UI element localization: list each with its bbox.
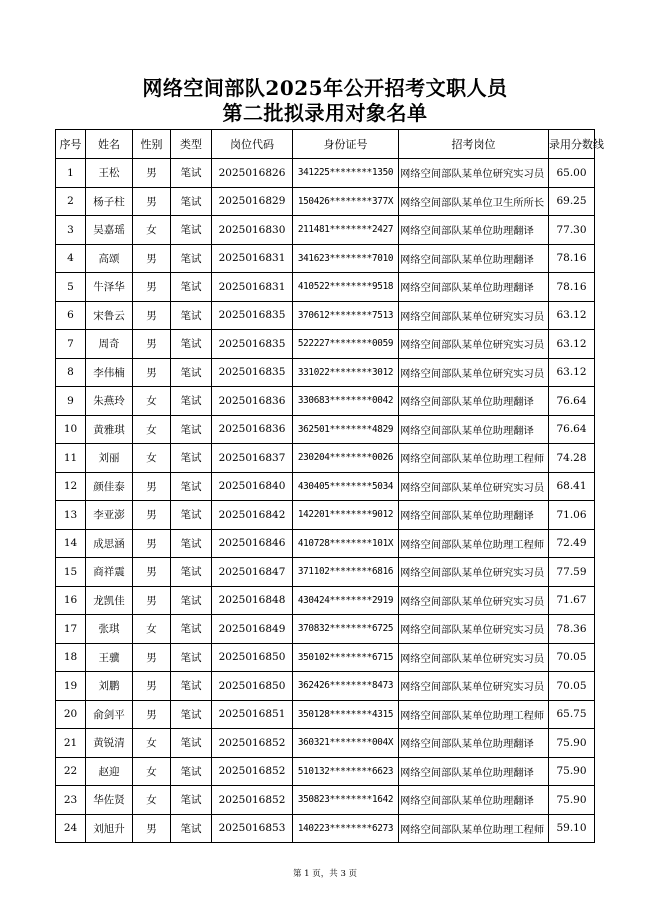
table-row	[56, 159, 595, 188]
id-number-cell: 362501********4829	[293, 415, 399, 444]
position-code-cell: 2025016852	[212, 757, 293, 786]
page-footer: 第 1 页，共 3 页	[292, 869, 358, 879]
position-code-cell: 2025016836	[212, 387, 293, 416]
gender-cell: 男	[133, 558, 171, 587]
seq-cell: 12	[56, 472, 86, 501]
gender-cell: 女	[133, 786, 171, 815]
id-number-cell: 430424********2919	[293, 586, 399, 615]
position-cell: 网络空间部队某单位助理工程师	[399, 529, 549, 558]
gender-cell: 女	[133, 387, 171, 416]
score-cell: 75.90	[549, 757, 595, 786]
seq-cell: 19	[56, 672, 86, 701]
seq-cell: 6	[56, 301, 86, 330]
position-code-cell: 2025016847	[212, 558, 293, 587]
candidate-table	[55, 129, 604, 843]
type-cell: 笔试	[171, 786, 212, 815]
gender-cell: 男	[133, 501, 171, 530]
name-cell: 赵迎	[86, 757, 133, 786]
score-cell: 63.12	[549, 330, 595, 359]
type-cell: 笔试	[171, 159, 212, 188]
table-row	[56, 586, 595, 615]
seq-cell: 23	[56, 786, 86, 815]
score-cell: 75.90	[549, 729, 595, 758]
seq-cell: 8	[56, 358, 86, 387]
header-id-number: 身份证号	[293, 130, 399, 159]
id-number-cell: 330683********0042	[293, 387, 399, 416]
position-cell: 网络空间部队某单位助理翻译	[399, 501, 549, 530]
position-cell: 网络空间部队某单位研究实习员	[399, 301, 549, 330]
gender-cell: 男	[133, 273, 171, 302]
type-cell: 笔试	[171, 814, 212, 843]
table-row	[56, 814, 595, 843]
position-code-cell: 2025016852	[212, 786, 293, 815]
id-number-cell: 522227********0059	[293, 330, 399, 359]
seq-cell: 9	[56, 387, 86, 416]
position-cell: 网络空间部队某单位研究实习员	[399, 472, 549, 501]
table-row	[56, 672, 595, 701]
position-code-cell: 2025016852	[212, 729, 293, 758]
name-cell: 朱燕玲	[86, 387, 133, 416]
position-cell: 网络空间部队某单位助理工程师	[399, 814, 549, 843]
gender-cell: 男	[133, 358, 171, 387]
table-row	[56, 187, 595, 216]
position-code-cell: 2025016853	[212, 814, 293, 843]
gender-cell: 男	[133, 159, 171, 188]
id-number-cell: 410522********9518	[293, 273, 399, 302]
gender-cell: 男	[133, 643, 171, 672]
type-cell: 笔试	[171, 757, 212, 786]
name-cell: 张琪	[86, 615, 133, 644]
gender-cell: 男	[133, 330, 171, 359]
position-code-cell: 2025016835	[212, 358, 293, 387]
type-cell: 笔试	[171, 672, 212, 701]
score-cell: 77.59	[549, 558, 595, 587]
id-number-cell: 371102********6816	[293, 558, 399, 587]
name-cell: 刘旭升	[86, 814, 133, 843]
position-cell: 网络空间部队某单位助理翻译	[399, 415, 549, 444]
gender-cell: 男	[133, 814, 171, 843]
score-cell: 76.64	[549, 387, 595, 416]
position-code-cell: 2025016829	[212, 187, 293, 216]
table-header-row	[56, 130, 595, 159]
table-row	[56, 558, 595, 587]
score-cell: 70.05	[549, 643, 595, 672]
name-cell: 周奇	[86, 330, 133, 359]
position-code-cell: 2025016835	[212, 330, 293, 359]
position-cell: 网络空间部队某单位研究实习员	[399, 615, 549, 644]
header-position-code: 岗位代码	[212, 130, 293, 159]
seq-cell: 3	[56, 216, 86, 245]
type-cell: 笔试	[171, 558, 212, 587]
score-cell: 78.36	[549, 615, 595, 644]
position-code-cell: 2025016846	[212, 529, 293, 558]
score-cell: 71.67	[549, 586, 595, 615]
position-cell: 网络空间部队某单位助理工程师	[399, 700, 549, 729]
score-cell: 74.28	[549, 444, 595, 473]
name-cell: 商祥震	[86, 558, 133, 587]
gender-cell: 男	[133, 529, 171, 558]
name-cell: 牛泽华	[86, 273, 133, 302]
name-cell: 王松	[86, 159, 133, 188]
name-cell: 王骥	[86, 643, 133, 672]
table-row	[56, 700, 595, 729]
gender-cell: 男	[133, 700, 171, 729]
seq-cell: 16	[56, 586, 86, 615]
name-cell: 颜佳泰	[86, 472, 133, 501]
id-number-cell: 350128********4315	[293, 700, 399, 729]
table-row	[56, 244, 595, 273]
header-score-line: 录用分数线	[549, 130, 595, 159]
position-code-cell: 2025016831	[212, 273, 293, 302]
id-number-cell: 370832********6725	[293, 615, 399, 644]
table-row	[56, 415, 595, 444]
seq-cell: 21	[56, 729, 86, 758]
table-row	[56, 729, 595, 758]
position-code-cell: 2025016849	[212, 615, 293, 644]
score-cell: 59.10	[549, 814, 595, 843]
document-subtitle: 第二批拟录用对象名单	[222, 101, 428, 125]
score-cell: 71.06	[549, 501, 595, 530]
id-number-cell: 142201********9012	[293, 501, 399, 530]
position-cell: 网络空间部队某单位研究实习员	[399, 643, 549, 672]
name-cell: 龙凯佳	[86, 586, 133, 615]
name-cell: 杨子柱	[86, 187, 133, 216]
position-cell: 网络空间部队某单位研究实习员	[399, 330, 549, 359]
gender-cell: 男	[133, 244, 171, 273]
position-code-cell: 2025016842	[212, 501, 293, 530]
position-cell: 网络空间部队某单位助理翻译	[399, 387, 549, 416]
gender-cell: 女	[133, 415, 171, 444]
position-cell: 网络空间部队某单位助理翻译	[399, 273, 549, 302]
name-cell: 黄锐清	[86, 729, 133, 758]
seq-cell: 17	[56, 615, 86, 644]
header-position: 招考岗位	[399, 130, 549, 159]
type-cell: 笔试	[171, 586, 212, 615]
type-cell: 笔试	[171, 472, 212, 501]
type-cell: 笔试	[171, 444, 212, 473]
gender-cell: 女	[133, 216, 171, 245]
type-cell: 笔试	[171, 700, 212, 729]
type-cell: 笔试	[171, 643, 212, 672]
gender-cell: 男	[133, 301, 171, 330]
name-cell: 刘鹏	[86, 672, 133, 701]
document-title: 网络空间部队2025年公开招考文职人员	[142, 76, 508, 100]
name-cell: 华佐贤	[86, 786, 133, 815]
id-number-cell: 350102********6715	[293, 643, 399, 672]
header-name: 姓名	[86, 130, 133, 159]
gender-cell: 男	[133, 586, 171, 615]
table-row	[56, 358, 595, 387]
gender-cell: 男	[133, 672, 171, 701]
type-cell: 笔试	[171, 387, 212, 416]
score-cell: 63.12	[549, 301, 595, 330]
id-number-cell: 350823********1642	[293, 786, 399, 815]
score-cell: 78.16	[549, 244, 595, 273]
table-row	[56, 529, 595, 558]
position-cell: 网络空间部队某单位助理翻译	[399, 729, 549, 758]
score-cell: 78.16	[549, 273, 595, 302]
table-row	[56, 387, 595, 416]
header-seq: 序号	[56, 130, 86, 159]
score-cell: 76.64	[549, 415, 595, 444]
seq-cell: 13	[56, 501, 86, 530]
position-code-cell: 2025016850	[212, 672, 293, 701]
score-cell: 68.41	[549, 472, 595, 501]
id-number-cell: 150426********377X	[293, 187, 399, 216]
table-row	[56, 757, 595, 786]
table-row	[56, 501, 595, 530]
seq-cell: 1	[56, 159, 86, 188]
id-number-cell: 341225********1350	[293, 159, 399, 188]
position-code-cell: 2025016831	[212, 244, 293, 273]
score-cell: 63.12	[549, 358, 595, 387]
gender-cell: 男	[133, 187, 171, 216]
seq-cell: 18	[56, 643, 86, 672]
type-cell: 笔试	[171, 301, 212, 330]
table-row	[56, 330, 595, 359]
seq-cell: 24	[56, 814, 86, 843]
name-cell: 成思涵	[86, 529, 133, 558]
id-number-cell: 140223********6273	[293, 814, 399, 843]
type-cell: 笔试	[171, 244, 212, 273]
table-row	[56, 444, 595, 473]
table-row	[56, 786, 595, 815]
type-cell: 笔试	[171, 729, 212, 758]
id-number-cell: 341623********7010	[293, 244, 399, 273]
seq-cell: 10	[56, 415, 86, 444]
gender-cell: 男	[133, 472, 171, 501]
name-cell: 李亚澎	[86, 501, 133, 530]
name-cell: 吴嘉瑶	[86, 216, 133, 245]
seq-cell: 4	[56, 244, 86, 273]
type-cell: 笔试	[171, 273, 212, 302]
position-code-cell: 2025016836	[212, 415, 293, 444]
position-cell: 网络空间部队某单位卫生所所长	[399, 187, 549, 216]
score-cell: 65.00	[549, 159, 595, 188]
table-row	[56, 615, 595, 644]
header-gender: 性别	[133, 130, 171, 159]
table-row	[56, 472, 595, 501]
gender-cell: 女	[133, 615, 171, 644]
type-cell: 笔试	[171, 216, 212, 245]
table-row	[56, 273, 595, 302]
position-code-cell: 2025016840	[212, 472, 293, 501]
position-cell: 网络空间部队某单位研究实习员	[399, 586, 549, 615]
id-number-cell: 430405********5034	[293, 472, 399, 501]
id-number-cell: 211481********2427	[293, 216, 399, 245]
name-cell: 刘丽	[86, 444, 133, 473]
type-cell: 笔试	[171, 615, 212, 644]
position-cell: 网络空间部队某单位研究实习员	[399, 558, 549, 587]
name-cell: 宋鲁云	[86, 301, 133, 330]
seq-cell: 15	[56, 558, 86, 587]
position-code-cell: 2025016850	[212, 643, 293, 672]
seq-cell: 11	[56, 444, 86, 473]
table-body	[56, 159, 595, 843]
position-cell: 网络空间部队某单位研究实习员	[399, 159, 549, 188]
score-cell: 75.90	[549, 786, 595, 815]
position-code-cell: 2025016835	[212, 301, 293, 330]
position-code-cell: 2025016837	[212, 444, 293, 473]
seq-cell: 22	[56, 757, 86, 786]
seq-cell: 20	[56, 700, 86, 729]
gender-cell: 女	[133, 444, 171, 473]
type-cell: 笔试	[171, 529, 212, 558]
type-cell: 笔试	[171, 358, 212, 387]
type-cell: 笔试	[171, 415, 212, 444]
score-cell: 70.05	[549, 672, 595, 701]
position-cell: 网络空间部队某单位助理翻译	[399, 216, 549, 245]
position-cell: 网络空间部队某单位助理翻译	[399, 244, 549, 273]
position-code-cell: 2025016848	[212, 586, 293, 615]
seq-cell: 14	[56, 529, 86, 558]
id-number-cell: 331022********3012	[293, 358, 399, 387]
type-cell: 笔试	[171, 501, 212, 530]
score-cell: 69.25	[549, 187, 595, 216]
position-cell: 网络空间部队某单位助理翻译	[399, 757, 549, 786]
table-row	[56, 216, 595, 245]
score-cell: 77.30	[549, 216, 595, 245]
id-number-cell: 362426********8473	[293, 672, 399, 701]
gender-cell: 女	[133, 729, 171, 758]
id-number-cell: 360321********004X	[293, 729, 399, 758]
id-number-cell: 370612********7513	[293, 301, 399, 330]
table-row	[56, 301, 595, 330]
header-type: 类型	[171, 130, 212, 159]
position-code-cell: 2025016851	[212, 700, 293, 729]
name-cell: 高颂	[86, 244, 133, 273]
position-code-cell: 2025016826	[212, 159, 293, 188]
position-cell: 网络空间部队某单位研究实习员	[399, 672, 549, 701]
type-cell: 笔试	[171, 330, 212, 359]
position-cell: 网络空间部队某单位研究实习员	[399, 358, 549, 387]
id-number-cell: 230204********0026	[293, 444, 399, 473]
name-cell: 李伟楠	[86, 358, 133, 387]
id-number-cell: 410728********101X	[293, 529, 399, 558]
position-cell: 网络空间部队某单位助理工程师	[399, 444, 549, 473]
position-code-cell: 2025016830	[212, 216, 293, 245]
seq-cell: 2	[56, 187, 86, 216]
gender-cell: 女	[133, 757, 171, 786]
type-cell: 笔试	[171, 187, 212, 216]
seq-cell: 5	[56, 273, 86, 302]
seq-cell: 7	[56, 330, 86, 359]
name-cell: 黄雅琪	[86, 415, 133, 444]
score-cell: 65.75	[549, 700, 595, 729]
table-row	[56, 643, 595, 672]
score-cell: 72.49	[549, 529, 595, 558]
position-cell: 网络空间部队某单位助理翻译	[399, 786, 549, 815]
id-number-cell: 510132********6623	[293, 757, 399, 786]
name-cell: 俞剑平	[86, 700, 133, 729]
